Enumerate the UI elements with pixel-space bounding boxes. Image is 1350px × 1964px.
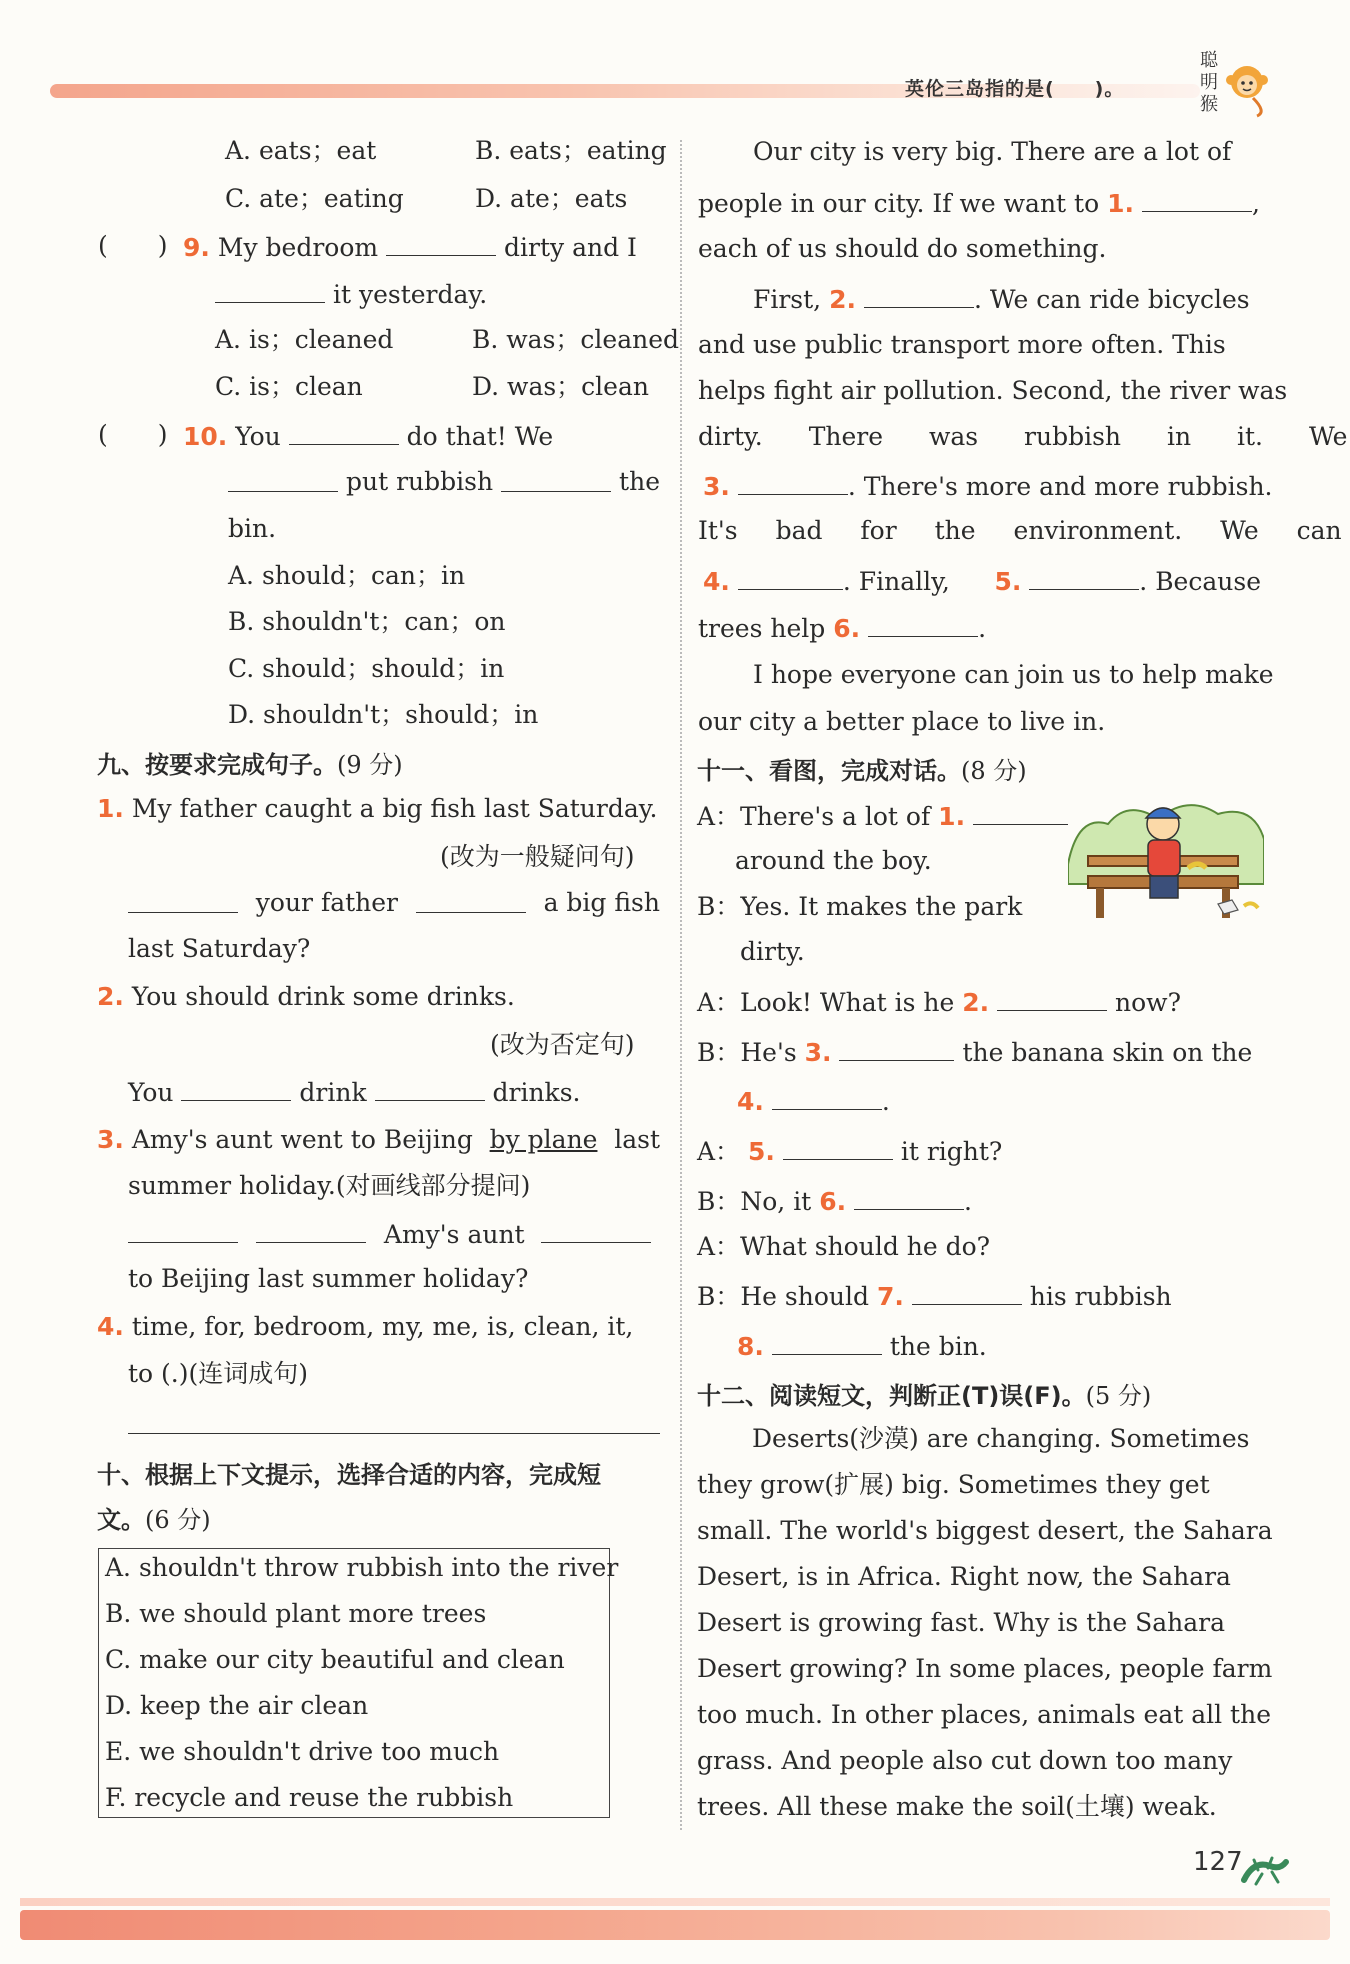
q9-text-b: dirty and I (504, 233, 637, 262)
q10-option-c: C. should；should；in (228, 654, 505, 683)
passage-p1-line1-text: Our city is very big. There are a lot of (753, 137, 1232, 166)
s11-line-a2 (697, 984, 1181, 1020)
s9-q1-answer-text-a: your father (255, 888, 399, 917)
s11-blank-1[interactable] (973, 798, 1073, 825)
s9-q2-text: You should drink some drinks. (131, 982, 515, 1011)
passage-text-1: people in our city. If we want to (698, 189, 1100, 218)
passage-text-4: . We can ride bicycles (973, 285, 1250, 314)
s10-option-e: E. we shouldn't drive too much (105, 1737, 500, 1766)
s11-blank-2-number: 2. (962, 988, 990, 1017)
q10-blank-3[interactable] (501, 465, 611, 492)
s12-line-5: Desert is growing fast. Why is the Sahara (697, 1608, 1225, 1637)
s9-q2-answer-text-c: drinks. (492, 1078, 581, 1107)
passage-blank-4-number: 4. (703, 567, 730, 596)
s9-q2-answer-text-b: drink (299, 1078, 367, 1107)
s11-blank-2[interactable] (997, 984, 1107, 1011)
s9-q4-text-b: to (.)(连词成句) (128, 1359, 309, 1388)
s11-line-b2 (697, 1034, 1252, 1070)
s11-text-a4: A：What should he do? (697, 1232, 991, 1261)
passage-blank-5[interactable] (1029, 563, 1139, 590)
s9-q1-answer-text-b: a big fish (543, 888, 660, 917)
q9-text-a: My bedroom (217, 233, 379, 262)
q10-number: 10. (183, 422, 228, 451)
passage-text-8: trees help (698, 614, 826, 643)
s9-q4-number: 4. (97, 1312, 124, 1341)
column-divider (680, 140, 682, 1830)
section-9-points: (9 分) (337, 751, 403, 779)
passage-p1-line3: each of us should do something. (698, 234, 1107, 263)
s11-text-b1: B：Yes. It makes the park (697, 892, 1023, 921)
section-11-title (697, 751, 1027, 786)
passage-p3-line1: I hope everyone can join us to help make (753, 660, 1274, 689)
q10-text-a: You (235, 422, 281, 451)
s12-line-8: grass. And people also cut down too many (697, 1746, 1233, 1775)
s9-q3-number: 3. (97, 1125, 124, 1154)
q10-text-d: the (619, 467, 660, 496)
s9-q3-blank-3[interactable] (541, 1216, 651, 1243)
s11-text-b1b: dirty. (740, 937, 805, 966)
q10-text-c: put rubbish (345, 467, 494, 496)
s11-blank-4[interactable] (772, 1083, 882, 1110)
q9-paren[interactable]: ( ) (98, 231, 168, 260)
footer-stripe (20, 1910, 1330, 1940)
s11-line-b2c (737, 1083, 890, 1119)
s12-line-9: trees. All these make the soil(土壤) weak. (697, 1792, 1217, 1821)
s9-q3 (97, 1123, 660, 1157)
s11-text-b4: B：He should (697, 1282, 869, 1311)
q9-number: 9. (183, 233, 210, 262)
q8-option-a: A. eats；eat (225, 136, 377, 165)
passage-p2-line6-text: It's bad for the environment. We can (698, 516, 1342, 545)
passage-p2-line5 (703, 468, 1273, 504)
s12-line-1-text: Deserts(沙漠) are changing. Sometimes (752, 1424, 1250, 1453)
s11-text-b3: B：No, it (697, 1187, 812, 1216)
s12-line-7: too much. In other places, animals eat all the (697, 1700, 1271, 1729)
s11-text-b4c: the bin. (889, 1332, 987, 1361)
s11-blank-7-number: 7. (876, 1282, 904, 1311)
q10-option-a: A. should；can；in (228, 561, 466, 590)
s11-text-a2b: now? (1115, 988, 1181, 1017)
s11-blank-7[interactable] (912, 1278, 1022, 1305)
s12-line-2: they grow(扩展) big. Sometimes they get (697, 1470, 1210, 1499)
s9-q1-answer (128, 886, 660, 920)
s11-blank-8[interactable] (772, 1328, 882, 1355)
q9-option-d: D. was；clean (472, 372, 649, 401)
s10-option-c: C. make our city beautiful and clean (105, 1645, 565, 1674)
s9-q2-number: 2. (97, 982, 124, 1011)
passage-text-2: , (1251, 189, 1260, 218)
s11-text-a1: A：There's a lot of (697, 802, 931, 831)
s11-text-a1b: around the boy. (735, 846, 932, 875)
passage-p2-line3: helps fight air pollution. Second, the river was (698, 376, 1288, 405)
s9-q1-blank-2[interactable] (416, 886, 526, 913)
s10-option-f: F. recycle and reuse the rubbish (105, 1783, 514, 1812)
passage-blank-1-number: 1. (1107, 189, 1134, 218)
s9-q4-text: time, for, bedroom, my, me, is, clean, it, (131, 1312, 634, 1341)
s9-q3-blank-1[interactable] (128, 1216, 238, 1243)
passage-p2-line2: and use public transport more often. This (698, 330, 1226, 359)
passage-blank-3[interactable] (738, 468, 848, 495)
footer-stripe-light (20, 1898, 1330, 1906)
passage-p2-line4-text: dirty. There was rubbish in it. We (698, 422, 1348, 451)
passage-text-6: . Finally, (842, 567, 950, 596)
passage-blank-3-number: 3. (703, 472, 730, 501)
q10-option-d: D. shouldn't；should；in (228, 700, 539, 729)
q9-stem (183, 229, 637, 265)
header-riddle: 英伦三岛指的是( )。 (905, 78, 1125, 100)
s9-q1-requirement: (改为一般疑问句) (440, 842, 635, 871)
q10-blank-2[interactable] (228, 465, 338, 492)
s11-blank-3[interactable] (839, 1034, 954, 1061)
s12-line-4: Desert, is in Africa. Right now, the Sahara (697, 1562, 1231, 1591)
passage-p2-line6 (698, 514, 1342, 548)
q8-option-c: C. ate；eating (225, 184, 404, 213)
s11-text-b4b: his rubbish (1029, 1282, 1172, 1311)
passage-text-5: . There's more and more rubbish. (847, 472, 1273, 501)
s11-line-a1 (697, 798, 1073, 834)
s11-line-b3 (697, 1183, 972, 1219)
section-10-points: (6 分) (145, 1506, 211, 1534)
section-9-heading: 九、按要求完成句子。 (97, 751, 337, 779)
s11-text-a3: A： (697, 1137, 741, 1166)
s9-q3-answer (128, 1216, 651, 1252)
s10-option-b: B. we should plant more trees (105, 1599, 487, 1628)
passage-text-9: . (978, 614, 987, 643)
s11-text-a2: A：Look! What is he (697, 988, 955, 1017)
passage-text-3: First, (753, 285, 822, 314)
passage-text-7: . Because (1139, 567, 1261, 596)
s12-line-3: small. The world's biggest desert, the Sahara (697, 1516, 1273, 1545)
section-9-title (97, 745, 403, 780)
s9-q2 (97, 980, 515, 1014)
q9-line2 (215, 276, 487, 312)
s9-q2-blank-1[interactable] (181, 1074, 291, 1101)
logo-text: 聪明猴 (1200, 50, 1218, 115)
s10-option-d: D. keep the air clean (105, 1691, 369, 1720)
s9-q2-answer-text-a: You (128, 1078, 174, 1107)
s11-line-b4 (697, 1278, 1172, 1314)
passage-blank-5-number: 5. (994, 567, 1022, 596)
section-10-heading-end: 文。 (97, 1506, 145, 1534)
q9-text-c: it yesterday. (332, 280, 488, 309)
q9-option-b: B. was；cleaned (472, 325, 679, 354)
q10-paren[interactable]: ( ) (98, 420, 168, 449)
s11-blank-6[interactable] (854, 1183, 964, 1210)
q9-blank-2[interactable] (215, 276, 325, 303)
s12-line-6: Desert growing? In some places, people farm (697, 1654, 1273, 1683)
s11-text-b2c: . (881, 1087, 890, 1116)
q10-text-e: bin. (228, 514, 277, 543)
section-10-options-box (98, 1548, 619, 1818)
q10-text-b: do that! We (406, 422, 554, 451)
s9-q1-answer-text-c: last Saturday? (128, 934, 311, 963)
s9-q2-blank-2[interactable] (375, 1074, 485, 1101)
q8-option-d: D. ate；eats (475, 184, 628, 213)
passage-blank-6[interactable] (868, 610, 978, 637)
section-12-title (697, 1376, 1151, 1411)
passage-blank-6-number: 6. (833, 614, 861, 643)
s11-text-b2: B：He's (697, 1038, 797, 1067)
s9-q2-requirement: (改为否定句) (490, 1030, 635, 1059)
q10-option-b: B. shouldn't；can；on (228, 607, 506, 636)
s9-q1 (97, 792, 658, 826)
passage-p2-line7 (703, 563, 1261, 599)
passage-p1-line2 (698, 185, 1260, 221)
q9-option-a: A. is；cleaned (215, 325, 394, 354)
passage-p2-line8 (698, 610, 986, 646)
passage-p1-line1 (753, 135, 1261, 169)
s9-q2-answer (128, 1074, 580, 1110)
section-10-title-line1: 十、根据上下文提示，选择合适的内容，完成短 (97, 1461, 601, 1489)
s9-q4 (97, 1310, 633, 1344)
s11-blank-3-number: 3. (804, 1038, 832, 1067)
s9-q3-underlined: by plane (489, 1125, 598, 1154)
section-12-heading: 十二、阅读短文，判断正(T)误(F)。 (697, 1382, 1086, 1410)
s11-text-b2b: the banana skin on the (962, 1038, 1253, 1067)
s12-line-1 (752, 1422, 1261, 1456)
s9-q1-blank-1[interactable] (128, 886, 238, 913)
q10-stem (183, 418, 553, 454)
q9-blank-1[interactable] (386, 229, 496, 256)
s9-q4-answer-line[interactable] (128, 1433, 660, 1434)
s9-q1-number: 1. (97, 794, 124, 823)
q10-line2 (228, 465, 660, 499)
boy-on-bench-illustration (1068, 794, 1264, 926)
page-number: 127 (1193, 1847, 1243, 1877)
s11-blank-1-number: 1. (938, 802, 966, 831)
section-11-points: (8 分) (961, 757, 1027, 785)
section-11-heading: 十一、看图，完成对话。 (697, 757, 961, 785)
s10-option-a: A. shouldn't throw rubbish into the river (105, 1553, 619, 1582)
s9-q3-answer-text-a: Amy's aunt (383, 1220, 525, 1249)
q8-option-b: B. eats；eating (475, 136, 667, 165)
q10-blank-1[interactable] (289, 418, 399, 445)
s9-q3-blank-2[interactable] (256, 1216, 366, 1243)
s11-blank-5-number: 5. (748, 1137, 775, 1166)
passage-blank-1[interactable] (1142, 185, 1252, 212)
q9-option-c: C. is；clean (215, 372, 363, 401)
s9-q3-text-a: Amy's aunt went to Beijing (131, 1125, 473, 1154)
s11-text-a3b: it right? (900, 1137, 1003, 1166)
section-10-title-line2 (97, 1500, 211, 1535)
s11-line-a3 (697, 1133, 1002, 1169)
s9-q3-text-b: last (614, 1125, 660, 1154)
passage-p2-line1 (753, 281, 1250, 317)
s9-q3-text-c: summer holiday.(对画线部分提问) (128, 1171, 531, 1200)
s11-blank-4-number: 4. (737, 1087, 764, 1116)
s11-blank-8-number: 8. (737, 1332, 764, 1361)
passage-blank-2[interactable] (864, 281, 974, 308)
lizard-icon (1240, 1850, 1290, 1898)
passage-p2-line4 (698, 420, 1348, 454)
passage-blank-2-number: 2. (829, 285, 856, 314)
passage-blank-4[interactable] (738, 563, 843, 590)
s9-q3-answer-text-b: to Beijing last summer holiday? (128, 1264, 529, 1293)
s9-q1-text: My father caught a big fish last Saturday. (131, 794, 658, 823)
s11-line-b4c (737, 1328, 987, 1364)
s11-blank-6-number: 6. (819, 1187, 847, 1216)
s11-text-b3b: . (964, 1187, 972, 1216)
s11-blank-5[interactable] (783, 1133, 893, 1160)
section-12-points: (5 分) (1085, 1382, 1152, 1410)
passage-p3-line2: our city a better place to live in. (698, 707, 1106, 736)
